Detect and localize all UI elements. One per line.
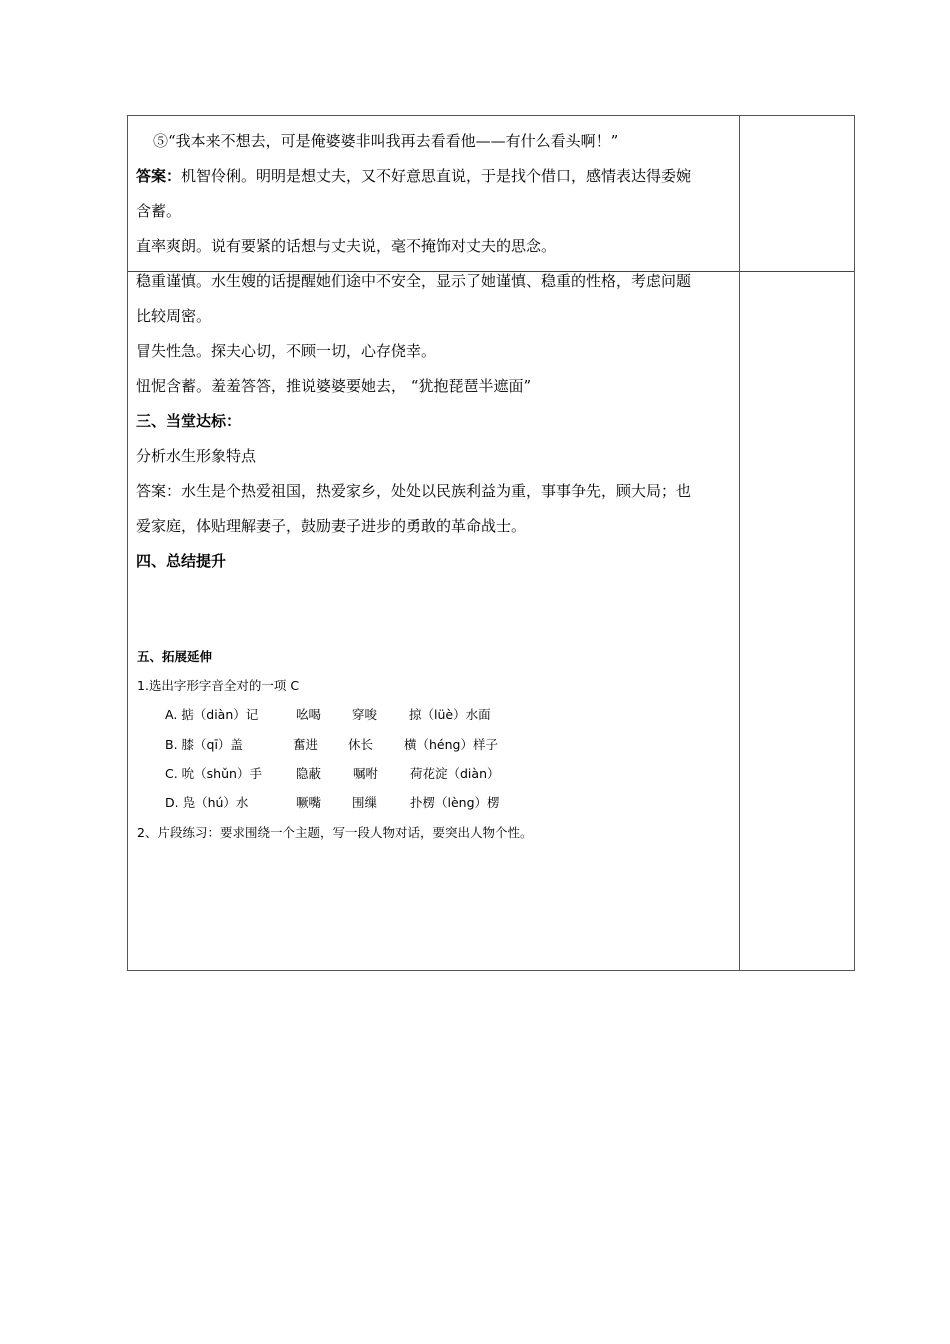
answer-text: 机智伶俐。明明是想丈夫，又不好意思直说，于是找个借口，感情表达得委婉 bbox=[181, 167, 692, 185]
section-5-heading: 五、拓展延伸 bbox=[137, 649, 213, 664]
option-a-1: A. 掂（diàn）记 bbox=[165, 707, 259, 722]
question-1: 1.选出字形字音全对的一项 C bbox=[137, 678, 300, 693]
option-a-4: 掠（lüè）水面 bbox=[409, 707, 491, 722]
answer-line bbox=[136, 159, 734, 194]
quote-item-5: ⑤“我本来不想去，可是俺婆婆非叫我再去看看他——有什么看头啊！” bbox=[153, 132, 619, 150]
task-analyze: 分析水生形象特点 bbox=[136, 447, 257, 465]
option-a-2: 吆喝 bbox=[296, 707, 322, 722]
question-2: 2、片段练习：要求围绕一个主题，写一段人物对话，要突出人物个性。 bbox=[137, 825, 533, 840]
option-c-3: 嘱咐 bbox=[353, 766, 379, 781]
option-d-4: 扑楞（lèng）楞 bbox=[410, 795, 500, 810]
option-c-2: 隐蔽 bbox=[296, 766, 322, 781]
option-d-1: D. 凫（hú）水 bbox=[165, 795, 249, 810]
trait-steady: 稳重谨慎。水生嫂的话提醒她们途中不安全，显示了她谨慎、稳重的性格，考虑问题 bbox=[136, 272, 692, 290]
trait-rash: 冒失性急。探夫心切，不顾一切，心存侥幸。 bbox=[136, 342, 437, 360]
trait-direct: 直率爽朗。说有要紧的话想与丈夫说，毫不掩饰对丈夫的思念。 bbox=[136, 237, 557, 255]
trait-shy: 忸怩含蓄。羞羞答答，推说婆婆要她去， “犹抱琵琶半遮面” bbox=[136, 377, 532, 395]
option-b-4: 横（héng）样子 bbox=[404, 737, 498, 752]
main-content bbox=[136, 124, 734, 579]
option-d-3: 围缫 bbox=[352, 795, 378, 810]
option-c-4: 荷花淀（diàn） bbox=[410, 766, 500, 781]
option-c-1: C. 吮（shǔn）手 bbox=[165, 766, 262, 781]
section-3-heading: 三、当堂达标： bbox=[136, 412, 242, 430]
trait-steady-cont: 比较周密。 bbox=[136, 307, 212, 325]
option-b-3: 休长 bbox=[348, 737, 374, 752]
answer-label: 答案： bbox=[136, 167, 182, 185]
task-answer: 答案：水生是个热爱祖国，热爱家乡，处处以民族利益为重，事事争先，顾大局；也 bbox=[136, 482, 692, 500]
option-a-3: 穿唆 bbox=[352, 707, 378, 722]
task-answer-cont: 爱家庭，体贴理解妻子，鼓励妻子进步的勇敢的革命战士。 bbox=[136, 517, 527, 535]
option-d-2: 噘嘴 bbox=[296, 795, 322, 810]
option-b-2: 奮进 bbox=[293, 737, 319, 752]
answer-text-cont: 含蓄。 bbox=[136, 202, 182, 220]
option-b-1: B. 膝（qī）盖 bbox=[165, 737, 243, 752]
section-4-heading: 四、总结提升 bbox=[136, 552, 227, 570]
